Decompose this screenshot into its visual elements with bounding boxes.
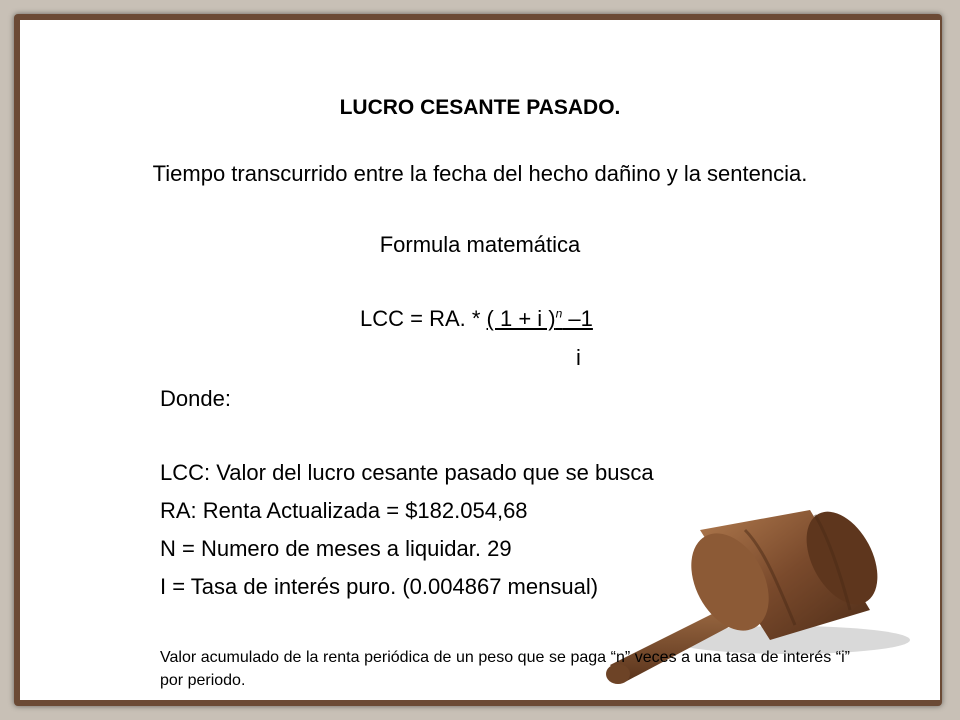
formula-numerator [487, 306, 593, 331]
footnote: Valor acumulado de la renta periódica de un peso que se paga “n” veces a una tasa de interés “i” por periodo. [160, 649, 850, 689]
definition-item: RA: Renta Actualizada = $182.054,68 [160, 498, 528, 523]
slide-subtitle: Tiempo transcurrido entre la fecha del hecho dañino y la sentencia. [152, 161, 808, 186]
slide [20, 20, 940, 700]
definition-item: LCC: Valor del lucro cesante pasado que se busca [160, 460, 654, 485]
formula-exponent: n [555, 306, 563, 321]
slide-title: LUCRO CESANTE PASADO. [339, 96, 621, 119]
formula-lhs: LCC = RA. * [360, 306, 487, 331]
formula-numerator-close: –1 [562, 306, 593, 331]
donde-label: Donde: [160, 386, 231, 411]
formula-label: Formula matemática [379, 232, 581, 257]
definition-item: N = Numero de meses a liquidar. 29 [160, 536, 512, 561]
formula-numerator-open: ( 1 + i ) [486, 306, 556, 331]
formula [360, 306, 593, 332]
formula-denominator: i [576, 345, 581, 370]
definition-item: I = Tasa de interés puro. (0.004867 mensual) [160, 574, 599, 599]
